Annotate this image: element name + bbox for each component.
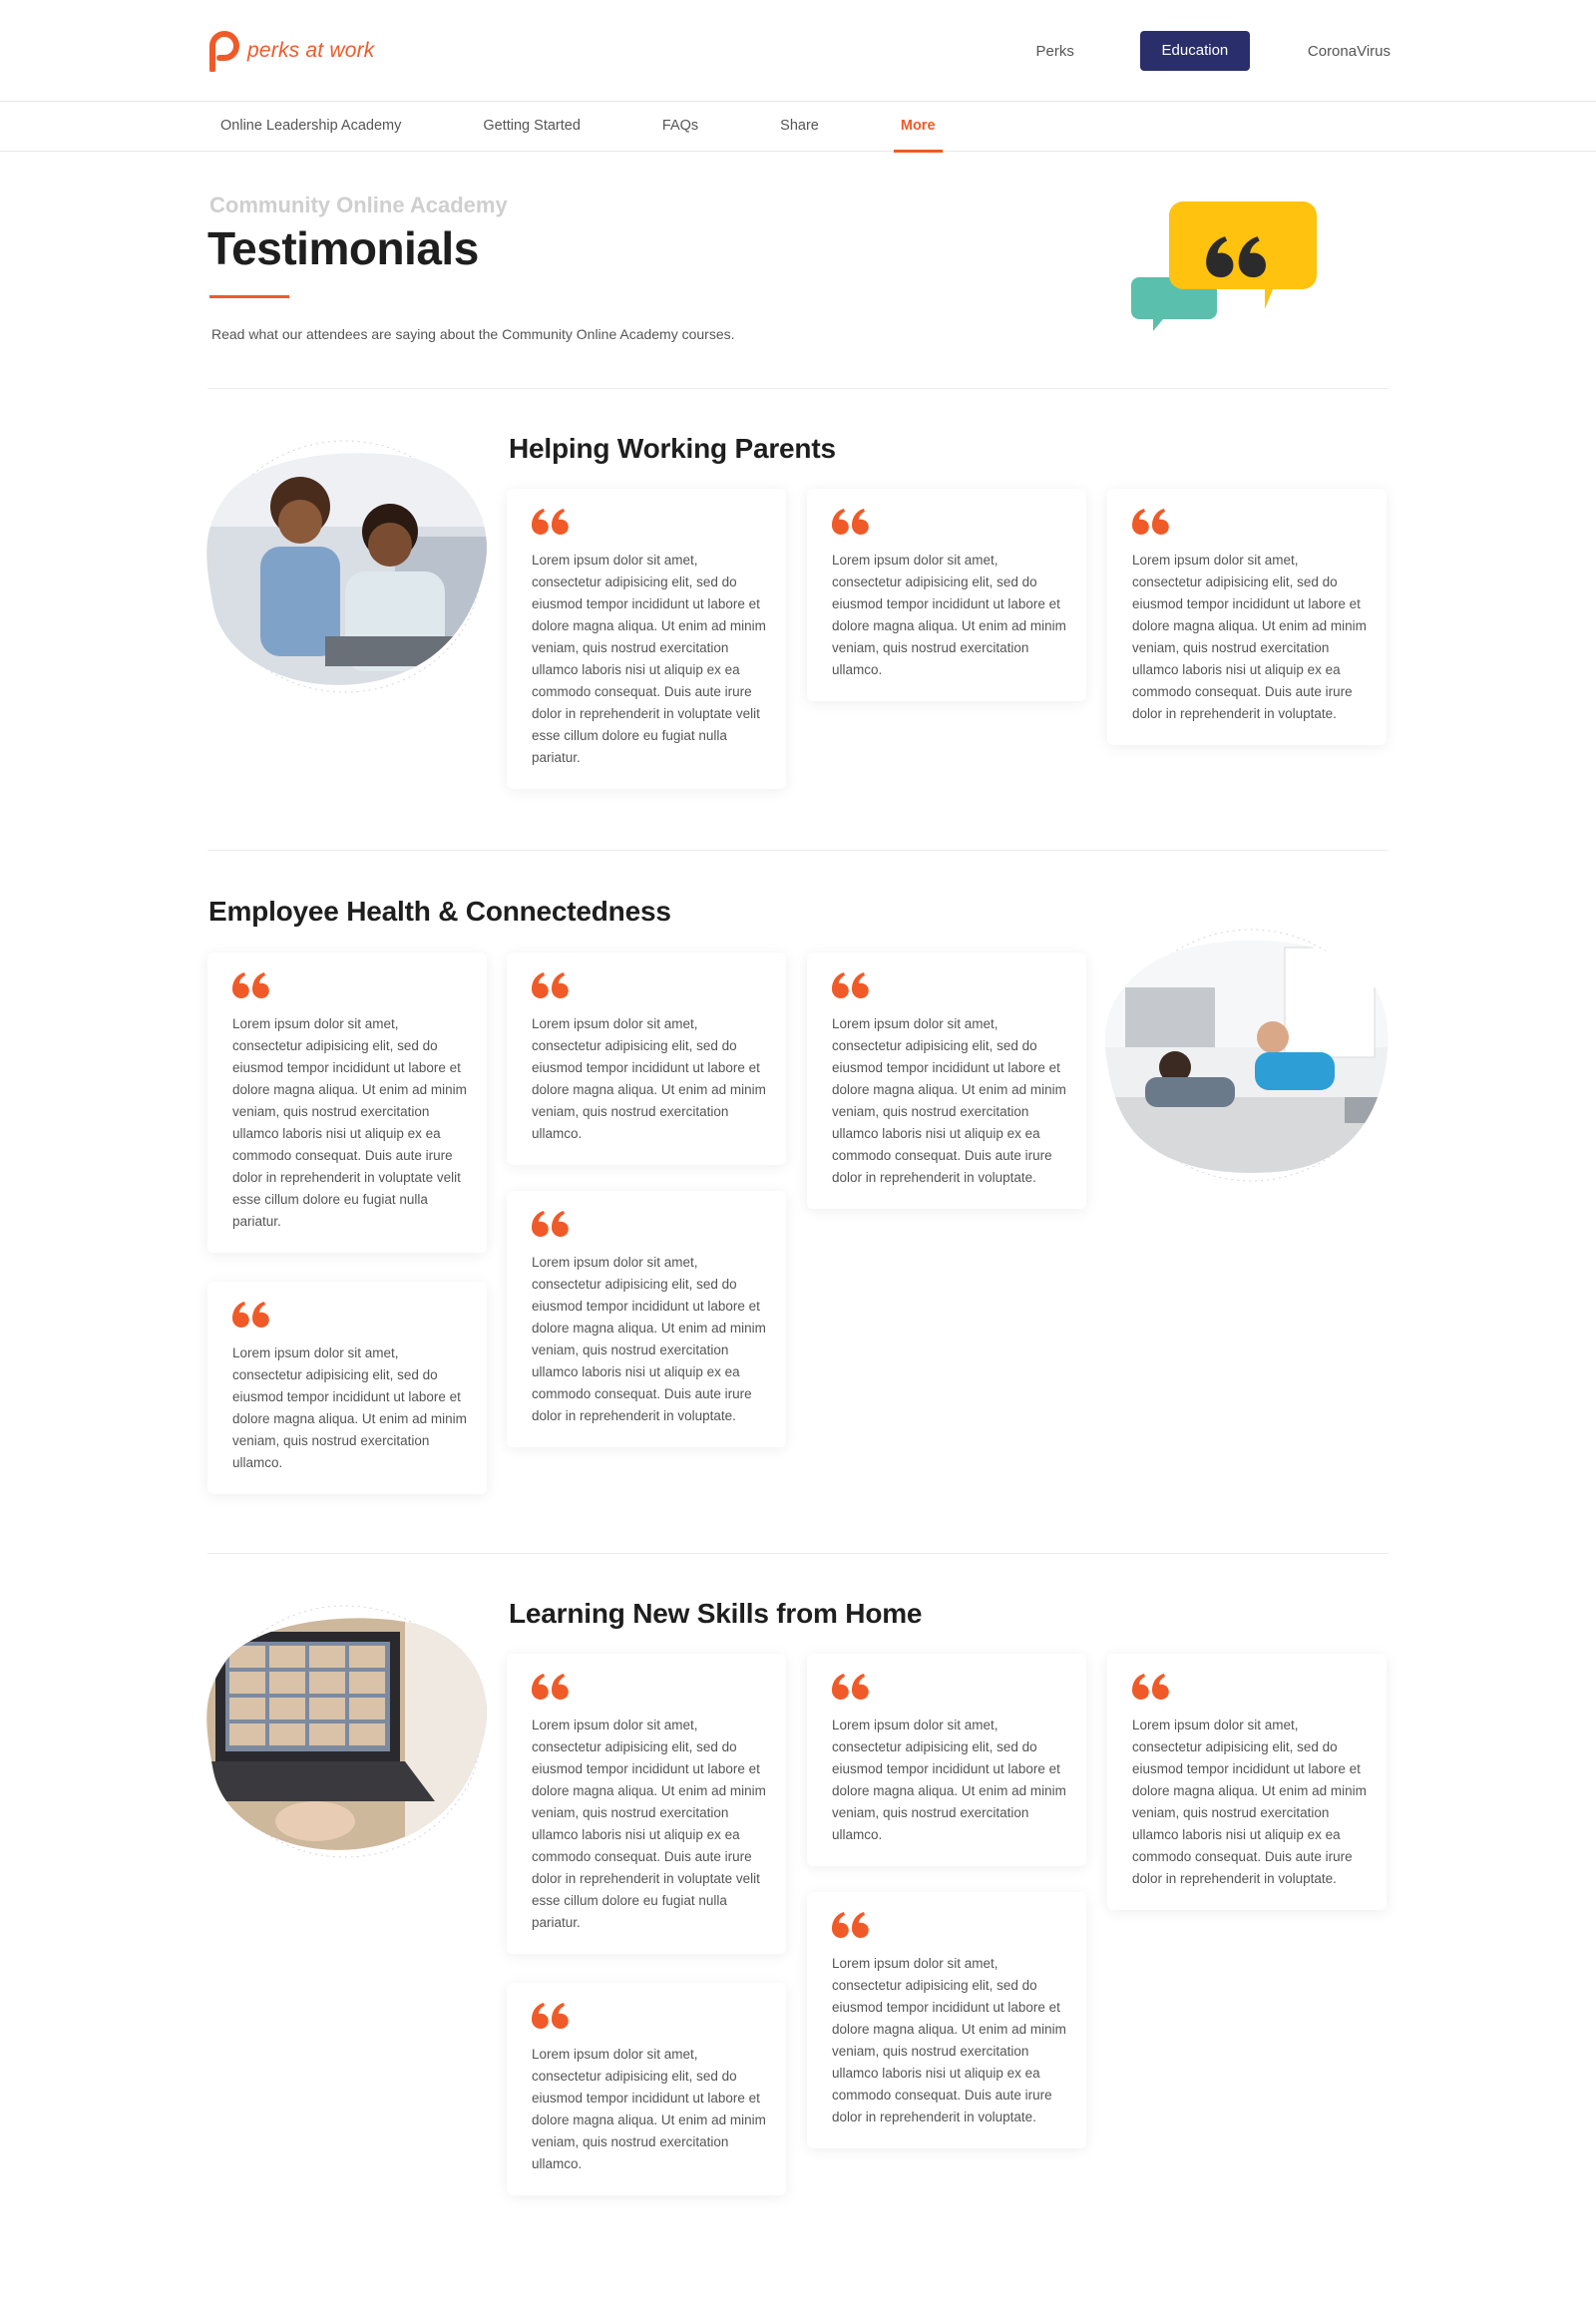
primary-nav [1036, 31, 1391, 71]
testimonial-text: Lorem ipsum dolor sit amet, consectetur adipisicing elit, sed do eiusmod tempor incididunt ut labore et dolore magna aliqua. Ut enim ad minim veniam, quis nostrud exercitation ullamco. [532, 2047, 766, 2171]
testimonial-card [507, 953, 786, 1165]
quote-icon [532, 509, 570, 535]
perks-logo-icon [207, 30, 241, 72]
testimonial-card [207, 953, 487, 1253]
testimonial-text: Lorem ipsum dolor sit amet, consectetur adipisicing elit, sed do eiusmod tempor incididunt ut labore et dolore magna aliqua. Ut enim ad minim veniam, quis nostrud exercitation ullamco laboris nisi ut aliquip ex ea commodo consequat. Duis aute irure dolor in reprehenderit in voluptate. [832, 1956, 1066, 2124]
testimonial-card [507, 1983, 786, 2195]
couple-exercise-photo [1105, 928, 1391, 1187]
testimonial-card [1107, 489, 1387, 745]
testimonial-card [507, 1191, 786, 1447]
quote-icon [532, 1674, 570, 1700]
top-header [0, 0, 1596, 102]
testimonial-card [807, 953, 1086, 1209]
subnav-getting-started[interactable]: Getting Started [483, 118, 581, 134]
quote-icon [1132, 1674, 1170, 1700]
subnav-share[interactable]: Share [780, 118, 819, 134]
page-title: Testimonials [207, 222, 479, 274]
testimonial-text: Lorem ipsum dolor sit amet, consectetur adipisicing elit, sed do eiusmod tempor incididunt ut labore et dolore magna aliqua. Ut enim ad minim veniam, quis nostrud exercitation ullamco. [832, 1718, 1066, 1842]
quote-icon [532, 2003, 570, 2029]
testimonial-text: Lorem ipsum dolor sit amet, consectetur adipisicing elit, sed do eiusmod tempor incididunt ut labore et dolore magna aliqua. Ut enim ad minim veniam, quis nostrud exercitation ullamco laboris nisi ut aliquip ex ea commodo consequat. Duis aute irure dolor in reprehenderit in voluptate velit esse cillum dolore eu fugiat nulla pariatur. [232, 1016, 467, 1229]
section-divider [207, 388, 1389, 389]
testimonial-card [807, 1654, 1086, 1866]
title-underline [209, 295, 289, 298]
testimonial-text: Lorem ipsum dolor sit amet, consectetur adipisicing elit, sed do eiusmod tempor incididunt ut labore et dolore magna aliqua. Ut enim ad minim veniam, quis nostrud exercitation ullamco laboris nisi ut aliquip ex ea commodo consequat. Duis aute irure dolor in reprehenderit in voluptate. [1132, 1718, 1367, 1886]
testimonial-text: Lorem ipsum dolor sit amet, consectetur adipisicing elit, sed do eiusmod tempor incididunt ut labore et dolore magna aliqua. Ut enim ad minim veniam, quis nostrud exercitation ullamco laboris nisi ut aliquip ex ea commodo consequat. Duis aute irure dolor in reprehenderit in voluptate. [832, 1016, 1066, 1185]
quote-icon [532, 972, 570, 998]
quote-icon [832, 1912, 870, 1938]
quote-icon [832, 509, 870, 535]
quote-icon [232, 1302, 270, 1328]
nav-perks[interactable]: Perks [1035, 42, 1074, 60]
brand-name: perks at work [247, 39, 375, 62]
quote-icon [832, 972, 870, 998]
testimonial-card [1107, 1654, 1387, 1910]
testimonial-text: Lorem ipsum dolor sit amet, consectetur adipisicing elit, sed do eiusmod tempor incididunt ut labore et dolore magna aliqua. Ut enim ad minim veniam, quis nostrud exercitation ullamco. [532, 1016, 766, 1141]
brand-logo[interactable] [207, 30, 374, 72]
testimonial-text: Lorem ipsum dolor sit amet, consectetur adipisicing elit, sed do eiusmod tempor incididunt ut labore et dolore magna aliqua. Ut enim ad minim veniam, quis nostrud exercitation ullamco. [832, 553, 1066, 677]
testimonial-text: Lorem ipsum dolor sit amet, consectetur adipisicing elit, sed do eiusmod tempor incididunt ut labore et dolore magna aliqua. Ut enim ad minim veniam, quis nostrud exercitation ullamco laboris nisi ut aliquip ex ea commodo consequat. Duis aute irure dolor in reprehenderit in voluptate velit esse cillum dolore eu fugiat nulla pariatur. [532, 553, 766, 765]
testimonial-text: Lorem ipsum dolor sit amet, consectetur adipisicing elit, sed do eiusmod tempor incididunt ut labore et dolore magna aliqua. Ut enim ad minim veniam, quis nostrud exercitation ullamco. [232, 1345, 467, 1470]
quote-icon [532, 1211, 570, 1237]
subnav-online-leadership-academy[interactable]: Online Leadership Academy [220, 118, 402, 134]
hero-eyebrow: Community Online Academy [209, 192, 508, 217]
section-divider [207, 850, 1389, 851]
testimonial-card [807, 1892, 1086, 2148]
video-call-laptop-photo [205, 1602, 491, 1861]
quote-icon [1132, 509, 1170, 535]
speech-bubbles-quote-icon [1129, 199, 1339, 344]
testimonial-card [507, 1654, 786, 1954]
subnav-faqs[interactable]: FAQs [661, 118, 699, 134]
testimonial-card [807, 489, 1086, 701]
nav-education[interactable]: Education [1140, 31, 1250, 71]
children-laptop-photo [205, 437, 491, 696]
section-title-skills: Learning New Skills from Home [509, 1598, 923, 1629]
section-title-health: Employee Health & Connectedness [208, 896, 671, 927]
secondary-nav [0, 103, 1596, 152]
testimonial-text: Lorem ipsum dolor sit amet, consectetur adipisicing elit, sed do eiusmod tempor incididunt ut labore et dolore magna aliqua. Ut enim ad minim veniam, quis nostrud exercitation ullamco laboris nisi ut aliquip ex ea commodo consequat. Duis aute irure dolor in reprehenderit in voluptate. [532, 1255, 766, 1423]
quote-icon [232, 972, 270, 998]
quote-icon [832, 1674, 870, 1700]
subnav-more[interactable]: More [888, 103, 949, 152]
section-divider [207, 1553, 1389, 1554]
testimonial-text: Lorem ipsum dolor sit amet, consectetur adipisicing elit, sed do eiusmod tempor incididunt ut labore et dolore magna aliqua. Ut enim ad minim veniam, quis nostrud exercitation ullamco laboris nisi ut aliquip ex ea commodo consequat. Duis aute irure dolor in reprehenderit in voluptate velit esse cillum dolore eu fugiat nulla pariatur. [532, 1718, 766, 1930]
testimonial-card [207, 1282, 487, 1494]
testimonial-text: Lorem ipsum dolor sit amet, consectetur adipisicing elit, sed do eiusmod tempor incididunt ut labore et dolore magna aliqua. Ut enim ad minim veniam, quis nostrud exercitation ullamco laboris nisi ut aliquip ex ea commodo consequat. Duis aute irure dolor in reprehenderit in voluptate. [1132, 553, 1367, 721]
nav-coronavirus[interactable]: CoronaVirus [1307, 42, 1391, 60]
hero-description: Read what our attendees are saying about the Community Online Academy courses. [211, 326, 735, 342]
testimonial-card [507, 489, 786, 789]
section-title-parents: Helping Working Parents [509, 433, 836, 464]
